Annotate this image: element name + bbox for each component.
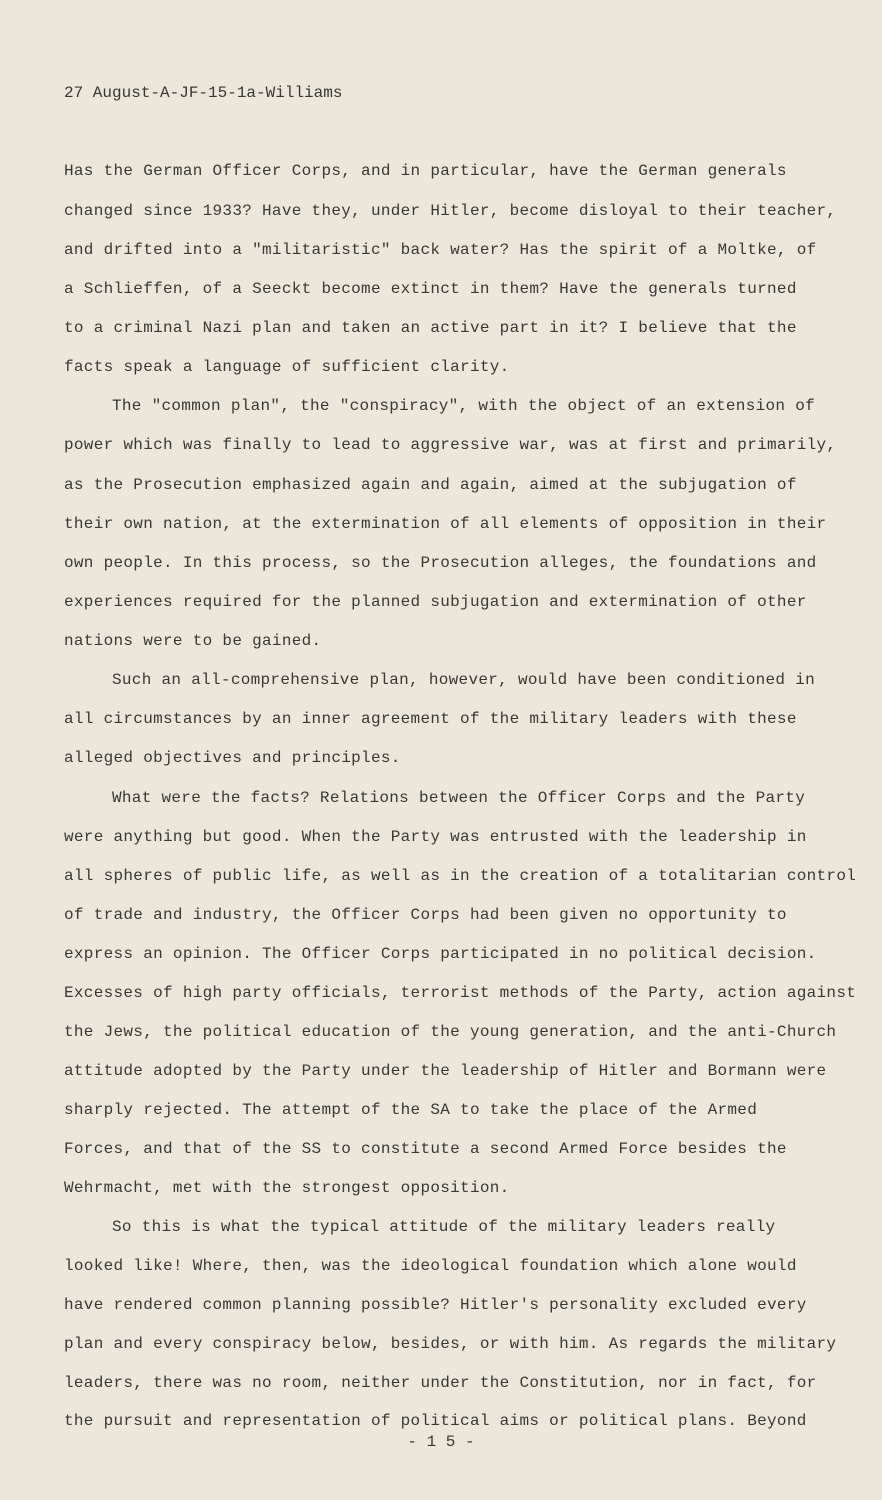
text-line: looked like! Where, then, was the ideological foundation which alone would	[64, 1257, 797, 1275]
text-line: all spheres of public life, as well as in the creation of a totalitarian control	[64, 867, 857, 885]
text-line: Wehrmacht, met with the strongest opposition.	[64, 1179, 510, 1197]
text-line: Excesses of high party officials, terrorist methods of the Party, action against	[64, 984, 857, 1002]
text-line: changed since 1933? Have they, under Hitler, become disloyal to their teacher,	[64, 202, 837, 220]
text-line: their own nation, at the extermination of all elements of opposition in their	[64, 515, 827, 533]
text-line: plan and every conspiracy below, besides, or with him. As regards the military	[64, 1335, 837, 1353]
text-line: Such an all-comprehensive plan, however, would have been conditioned in	[112, 671, 816, 689]
text-line: have rendered common planning possible? Hitler's personality excluded every	[64, 1296, 807, 1314]
text-line: and drifted into a "militaristic" back water? Has the spirit of a Moltke, of	[64, 241, 817, 259]
text-line: What were the facts? Relations between the Officer Corps and the Party	[112, 789, 806, 807]
text-line: So this is what the typical attitude of the military leaders really	[112, 1218, 776, 1236]
text-line: leaders, there was no room, neither under the Constitution, nor in fact, for	[64, 1374, 817, 1392]
text-line: experiences required for the planned subjugation and extermination of other	[64, 593, 807, 611]
text-line: were anything but good. When the Party was entrusted with the leadership in	[64, 828, 807, 846]
document-header: 27 August-A-JF-15-1a-Williams	[64, 84, 343, 102]
text-line: facts speak a language of sufficient clarity.	[64, 358, 510, 376]
text-line: nations were to be gained.	[64, 632, 322, 650]
text-line: attitude adopted by the Party under the leadership of Hitler and Bormann were	[64, 1062, 827, 1080]
text-line: Forces, and that of the SS to constitute a second Armed Force besides the	[64, 1140, 787, 1158]
text-line: power which was finally to lead to aggressive war, was at first and primarily,	[64, 436, 837, 454]
text-line: The "common plan", the "conspiracy", with the object of an extension of	[112, 397, 816, 415]
page-number: - 1 5 -	[407, 1433, 475, 1451]
text-line: as the Prosecution emphasized again and again, aimed at the subjugation of	[64, 476, 797, 494]
text-line: of trade and industry, the Officer Corps had been given no opportunity to	[64, 906, 787, 924]
text-line: express an opinion. The Officer Corps participated in no political decision.	[64, 945, 817, 963]
text-line: the pursuit and representation of political aims or political plans. Beyond	[64, 1412, 807, 1430]
text-line: to a criminal Nazi plan and taken an active part in it? I believe that the	[64, 319, 797, 337]
text-line: the Jews, the political education of the young generation, and the anti-Church	[64, 1023, 837, 1041]
text-line: sharply rejected. The attempt of the SA to take the place of the Armed	[64, 1101, 758, 1119]
text-line: own people. In this process, so the Prosecution alleges, the foundations and	[64, 554, 817, 572]
text-line: Has the German Officer Corps, and in particular, have the German generals	[64, 162, 787, 180]
text-line: all circumstances by an inner agreement of the military leaders with these	[64, 710, 797, 728]
text-line: alleged objectives and principles.	[64, 749, 401, 767]
text-line: a Schlieffen, of a Seeckt become extinct in them? Have the generals turned	[64, 280, 797, 298]
